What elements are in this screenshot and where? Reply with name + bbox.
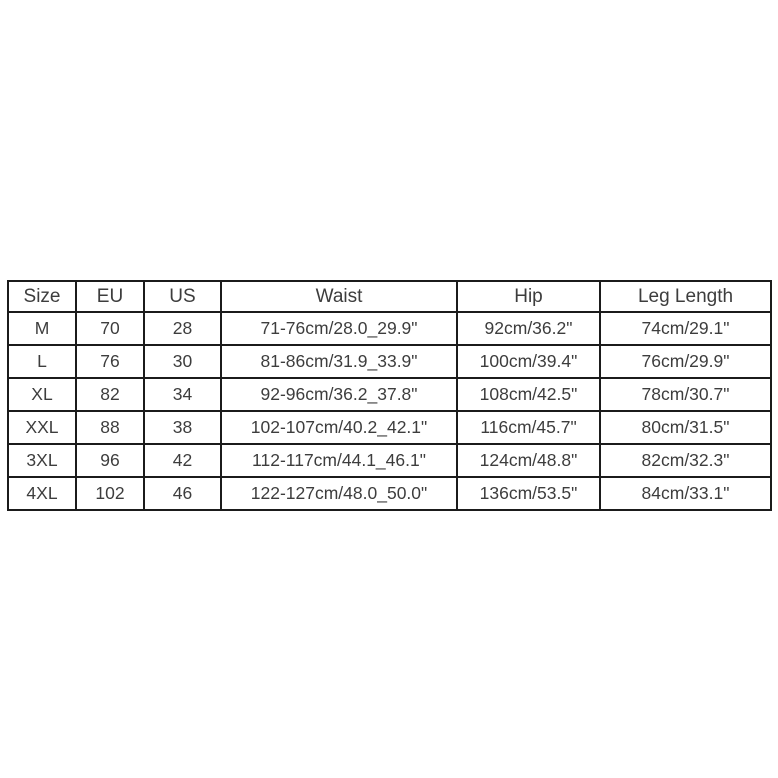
cell-waist: 81-86cm/31.9_33.9" [221,345,457,378]
cell-eu: 76 [76,345,144,378]
cell-eu: 102 [76,477,144,510]
table-row-xxl [8,411,771,444]
cell-hip: 92cm/36.2" [457,312,600,345]
cell-us: 38 [144,411,221,444]
column-header-eu: EU [76,281,144,312]
size-chart-table [7,280,772,511]
cell-eu: 88 [76,411,144,444]
column-header-hip: Hip [457,281,600,312]
cell-leg-length: 78cm/30.7" [600,378,771,411]
column-header-leg-length: Leg Length [600,281,771,312]
table-row-3xl [8,444,771,477]
cell-size: 3XL [8,444,76,477]
cell-hip: 108cm/42.5" [457,378,600,411]
table-row-xl [8,378,771,411]
cell-eu: 82 [76,378,144,411]
cell-hip: 124cm/48.8" [457,444,600,477]
cell-size: M [8,312,76,345]
cell-size: 4XL [8,477,76,510]
cell-us: 30 [144,345,221,378]
cell-waist: 71-76cm/28.0_29.9" [221,312,457,345]
cell-eu: 70 [76,312,144,345]
cell-leg-length: 84cm/33.1" [600,477,771,510]
column-header-waist: Waist [221,281,457,312]
table-row-4xl [8,477,771,510]
cell-us: 28 [144,312,221,345]
table-row-l [8,345,771,378]
cell-hip: 116cm/45.7" [457,411,600,444]
cell-hip: 136cm/53.5" [457,477,600,510]
cell-waist: 92-96cm/36.2_37.8" [221,378,457,411]
cell-size: XXL [8,411,76,444]
column-header-us: US [144,281,221,312]
table-row-m [8,312,771,345]
column-header-size: Size [8,281,76,312]
cell-leg-length: 74cm/29.1" [600,312,771,345]
cell-size: L [8,345,76,378]
cell-us: 42 [144,444,221,477]
cell-waist: 102-107cm/40.2_42.1" [221,411,457,444]
cell-leg-length: 80cm/31.5" [600,411,771,444]
cell-eu: 96 [76,444,144,477]
cell-us: 46 [144,477,221,510]
cell-waist: 122-127cm/48.0_50.0" [221,477,457,510]
cell-leg-length: 76cm/29.9" [600,345,771,378]
cell-hip: 100cm/39.4" [457,345,600,378]
cell-leg-length: 82cm/32.3" [600,444,771,477]
cell-size: XL [8,378,76,411]
cell-waist: 112-117cm/44.1_46.1" [221,444,457,477]
header-row [8,281,771,312]
cell-us: 34 [144,378,221,411]
